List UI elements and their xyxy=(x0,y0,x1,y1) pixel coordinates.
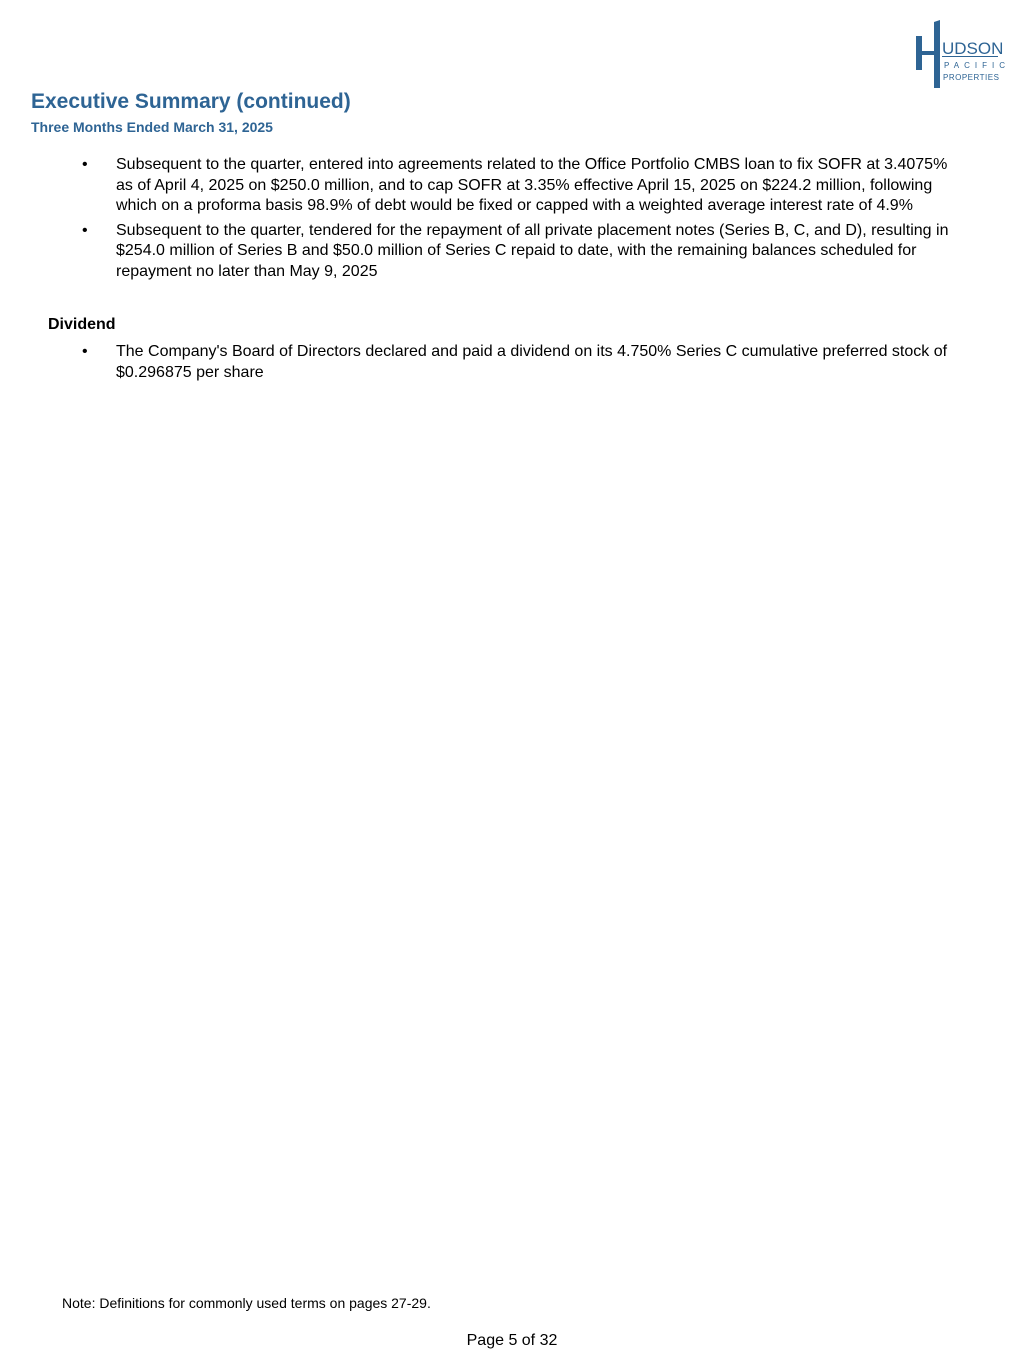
bullet-text: Subsequent to the quarter, entered into agreements related to the Office Portfolio CMBS loan to fix SOFR at 3.4075% as of April 4, 2025 on $250.0 million, and to cap SOFR at 3.35% effective April 15, 2025 on $224.2 million, following which on a proforma basis 98.9% of debt would be fixed or capped with a weighted average interest rate of 4.9% xyxy=(116,156,948,214)
section-heading-dividend: Dividend xyxy=(48,316,116,333)
bullet-text: Subsequent to the quarter, tendered for the repayment of all private placement notes (Series B, C, and D), resulting in $254.0 million of Series B and $50.0 million of Series C repaid to date, with the remaining balances scheduled for repayment no later than May 9, 2025 xyxy=(116,221,949,280)
footer-note: Note: Definitions for commonly used terms on pages 27-29. xyxy=(62,1295,431,1311)
logo-line-1: UDSON xyxy=(942,39,1004,58)
bullet-list xyxy=(0,155,1024,282)
list-item xyxy=(0,155,956,217)
page-subtitle: Three Months Ended March 31, 2025 xyxy=(31,119,273,135)
bullet-text: The Company's Board of Directors declared and paid a dividend on its 4.750% Series C cumulative preferred stock of $0.296875 per share xyxy=(116,343,948,381)
logo-line-2: PACIFIC xyxy=(944,61,1010,70)
bullet-marker: • xyxy=(82,343,88,360)
dividend-bullet-list xyxy=(0,342,1024,383)
page-title: Executive Summary (continued) xyxy=(31,90,351,113)
list-item xyxy=(0,342,956,383)
bullet-marker: • xyxy=(82,156,88,173)
list-item xyxy=(0,221,956,283)
bullet-marker: • xyxy=(82,221,88,239)
page-number: Page 5 of 32 xyxy=(466,1332,558,1349)
logo-line-3: PROPERTIES xyxy=(943,73,1000,82)
